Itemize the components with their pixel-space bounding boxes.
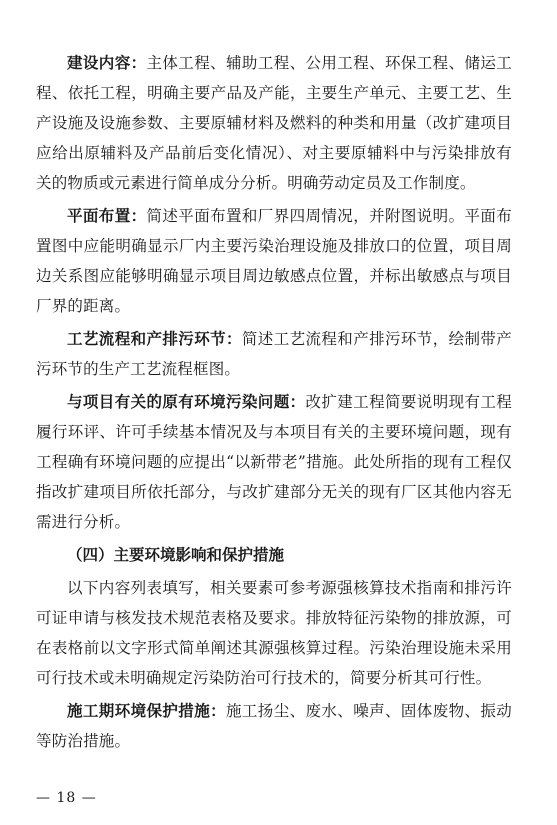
paragraph-label: 平面布置： — [67, 206, 147, 225]
page-number: — 18 — — [36, 790, 97, 806]
paragraph-construction-protection — [36, 696, 512, 756]
paragraph-process-flow — [36, 324, 512, 384]
paragraph-text: 改扩建工程简要说明现有工程履行环评、许可手续基本情况及与本项目有关的主要环境问题，现有工程确有环境问题的应提出“以新带老”措施。此处所指的现有工程仅指改扩建项目所依托部分，与改扩建部分无关的现有厂区其他内容无需进行分析。 — [36, 393, 512, 531]
paragraph-existing-issues — [36, 387, 512, 537]
section-heading: （四）主要环境影响和保护措施 — [67, 545, 285, 564]
section-paragraph: 以下内容列表填写，相关要素可参考源强核算技术指南和排污许可证申请与核发技术规范表格及要求。排放特征污染物的排放源，可在表格前以文字形式简单阐述其源强核算过程。污染治理设施未采用可行技术或未明确规定污染防治可行技术的，简要分析其可行性。 — [36, 579, 512, 687]
paragraph-label: 建设内容： — [67, 53, 147, 72]
paragraph-label: 施工期环境保护措施： — [67, 701, 226, 720]
paragraph-text: 主体工程、辅助工程、公用工程、环保工程、储运工程、依托工程，明确主要产品及产能，主要生产单元、主要工艺、生产设施及设施参数、主要原辅材料及燃料的种类和用量（改扩建项目应给出原辅料及产品前后变化情况）、对主要原辅料中与污染排放有关的物质或元素进行简单成分分析。明确劳动定员及工作制度。 — [36, 54, 512, 192]
paragraph-text: 简述平面布置和厂界四周情况，并附图说明。平面布置图中应能明确显示厂内主要污染治理设施及排放口的位置，项目周边关系图应能够明确显示项目周边敏感点位置，并标出敏感点与项目厂界的距离。 — [36, 207, 512, 315]
paragraph-label: 工艺流程和产排污环节： — [67, 329, 242, 348]
paragraph-text: 简述工艺流程和产排污环节，绘制带产污环节的生产工艺流程框图。 — [36, 330, 513, 378]
document-page — [36, 48, 512, 759]
paragraph-construction-content — [36, 48, 512, 198]
paragraph-label: 与项目有关的原有环境污染问题： — [67, 392, 306, 411]
paragraph-layout — [36, 201, 512, 321]
paragraph-text: 施工扬尘、废水、噪声、固体废物、振动等防治措施。 — [36, 702, 512, 750]
